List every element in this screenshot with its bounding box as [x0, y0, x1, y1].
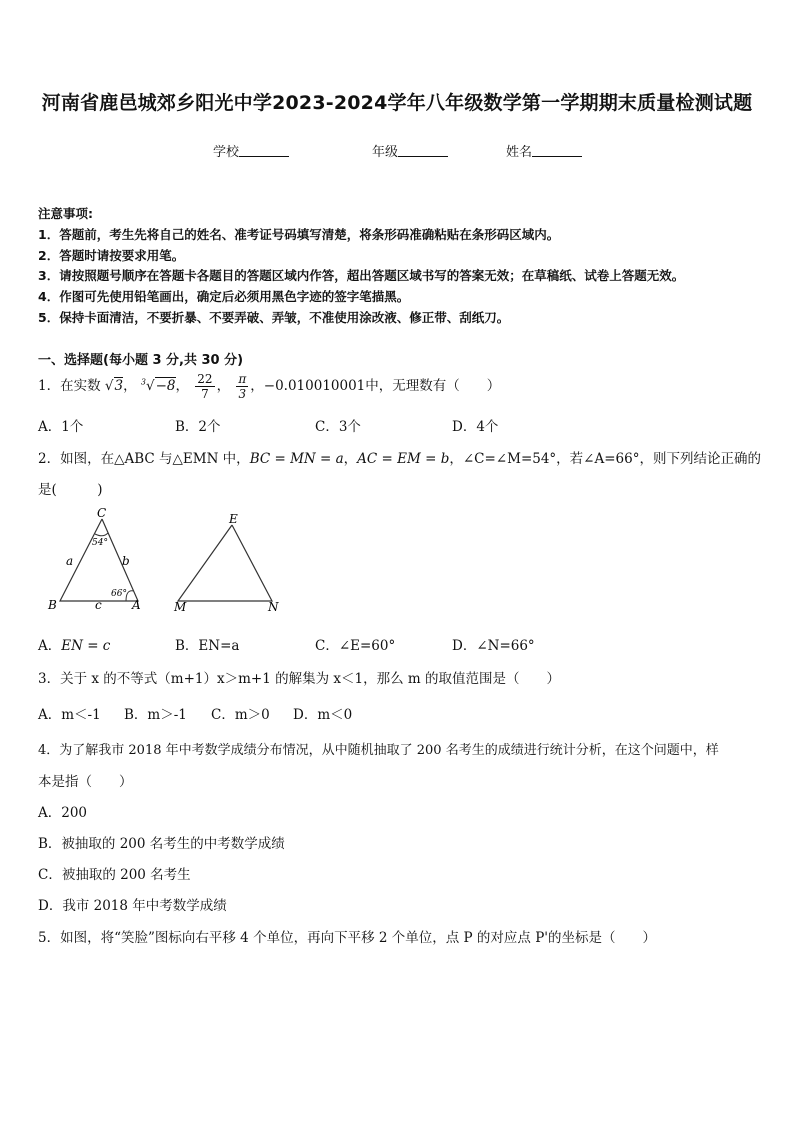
q1-prefix: 1．在实数 [38, 378, 101, 394]
q2-option-b: B．EN=a [175, 638, 240, 654]
side-c-label: c [95, 598, 102, 612]
question-4-line2: 本是指（ ） [38, 774, 133, 790]
q3-option-b: B．m＞-1 [124, 707, 187, 723]
q1-fraction-pi-3: $\frac{\pi}{3}$ [238, 372, 247, 401]
grade-field [372, 141, 448, 160]
q2-eq1: BC = MN = a [249, 451, 344, 467]
note-item: 2．答题时请按要求用笔。 [38, 248, 185, 263]
note-item: 1．答题前，考生先将自己的姓名、准考证号码填写清楚，将条形码准确粘贴在条形码区域内。 [38, 227, 560, 242]
q4-option-d: D．我市 2018 年中考数学成绩 [38, 898, 227, 914]
q1-sqrt: √3 [104, 378, 124, 394]
q4-option-a: A．200 [38, 805, 88, 821]
school-label: 学校 [213, 145, 240, 160]
q2-option-a: A．EN = c [38, 638, 111, 654]
question-3: 3．关于 x 的不等式（m+1）x＞m+1 的解集为 x＜1，那么 m 的取值范围是（ ） [38, 671, 560, 687]
vertex-b: B [48, 598, 57, 612]
q4-option-c: C．被抽取的 200 名考生 [38, 867, 191, 883]
name-field [506, 141, 582, 160]
q1-option-d: D．4个 [452, 419, 499, 435]
grade-label: 年级 [372, 145, 399, 160]
q3-option-d: D．m＜0 [293, 707, 353, 723]
vertex-c: C [97, 506, 107, 520]
vertex-e: E [229, 512, 238, 526]
triangle-abc [47, 506, 141, 612]
q1-decimal: −0.010010001 [263, 378, 366, 394]
q2-eq2: AC = EM = b [357, 451, 450, 467]
question-2: 2．如图，在△ABC 与△EMN 中，BC = MN = a，AC = EM = b，∠C=∠M=54°，若∠A=66°，则下列结论正确的 [38, 451, 761, 467]
q4-option-b: B．被抽取的 200 名考生的中考数学成绩 [38, 836, 285, 852]
vertex-a: A [132, 598, 141, 612]
angle-c-label: 54° [92, 538, 108, 548]
q1-option-b: B．2个 [175, 419, 221, 435]
school-blank [239, 144, 289, 157]
q1-option-c: C．3个 [315, 419, 361, 435]
question-4-line1: 4．为了解我市 2018 年中考数学成绩分布情况，从中随机抽取了 200 名考生的成绩进行统计分析，在这个问题中，样 [38, 743, 719, 758]
side-a-label: a [66, 554, 74, 568]
name-blank [532, 144, 582, 157]
vertex-n: N [268, 600, 279, 614]
note-item: 4．作图可先使用铅笔画出，确定后必须用黑色字迹的签字笔描黑。 [38, 289, 410, 304]
q1-suffix: 中，无理数有（ ） [365, 378, 501, 394]
q2-option-d: D．∠N=66° [452, 638, 535, 654]
triangle-figures [40, 505, 300, 615]
q1-fraction-22-7: $\frac{22}{7}$ [197, 372, 213, 401]
angle-a-label: 66° [111, 589, 127, 599]
name-label: 姓名 [506, 145, 533, 160]
q2-line2: 是( ) [38, 482, 103, 498]
q3-option-c: C．m＞0 [211, 707, 270, 723]
notes-heading: 注意事项: [38, 206, 93, 221]
side-b-label: b [122, 554, 130, 568]
q1-option-a: A．1个 [38, 419, 84, 435]
school-field [213, 141, 289, 160]
q3-option-a: A．m＜-1 [38, 707, 101, 723]
triangle-emn [173, 512, 279, 614]
section-heading: 一、选择题(每小题 3 分,共 30 分) [38, 353, 244, 368]
grade-blank [398, 144, 448, 157]
question-5: 5．如图，将“笑脸”图标向右平移 4 个单位，再向下平移 2 个单位，点 P 的对应点 P'的坐标是（ ） [38, 930, 656, 946]
q1-cbrt: $^3$√−8 [140, 377, 176, 394]
page-title: 河南省鹿邑城郊乡阳光中学2023-2024学年八年级数学第一学期期末质量检测试题 [41, 92, 753, 114]
note-item: 5．保持卡面清洁，不要折暴、不要弄破、弄皱，不准使用涂改液、修正带、刮纸刀。 [38, 310, 510, 325]
question-1: 1．在实数 √3， $^3$√−8， $\frac{22}{7}$ ， $\frac{\pi}{3}$ ，−0.010010001中，无理数有（ ） [38, 372, 501, 401]
q2-text-a: 2．如图，在△ABC 与△EMN 中， [38, 451, 250, 467]
note-item: 3．请按照题号顺序在答题卡各题目的答题区域内作答，超出答题区域书写的答案无效；在草稿纸、试卷上答题无效。 [38, 268, 685, 283]
q2-text-b: ，∠C=∠M=54°，若∠A=66°，则下列结论正确的 [449, 451, 761, 467]
q2-option-c: C．∠E=60° [315, 638, 396, 654]
vertex-m: M [174, 600, 187, 614]
